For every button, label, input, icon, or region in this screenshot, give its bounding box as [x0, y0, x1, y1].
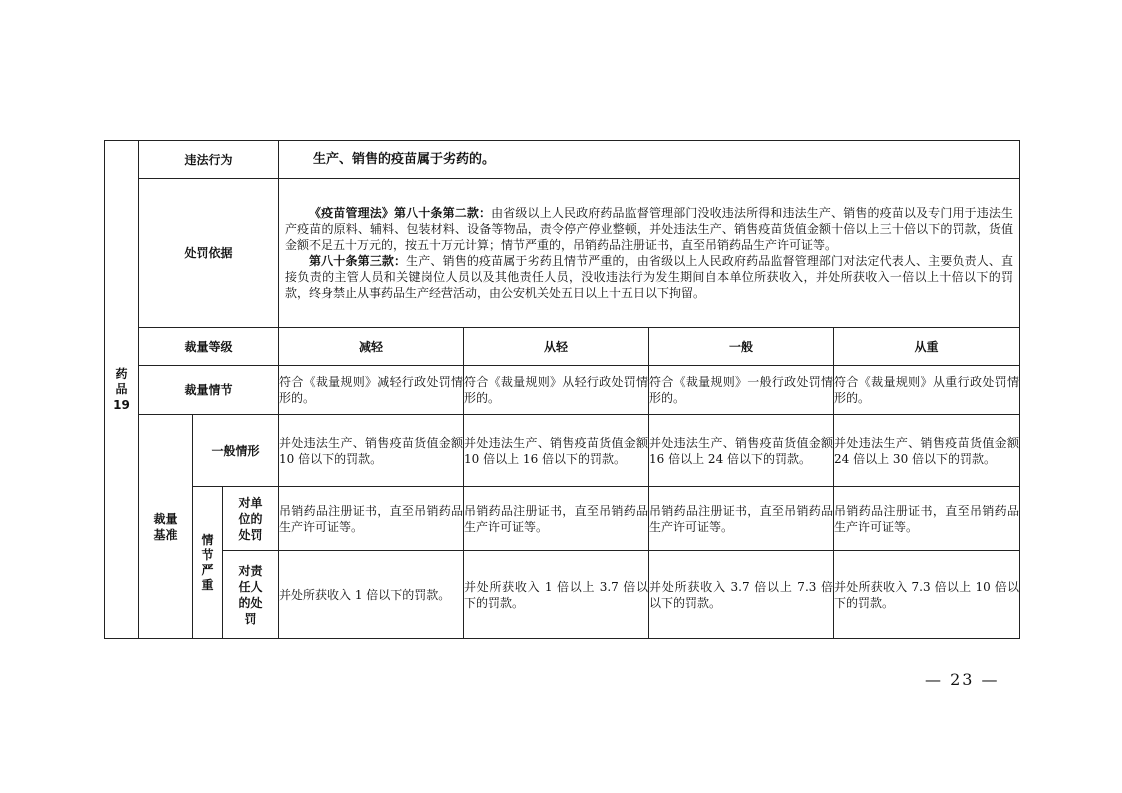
unit-mitigated: 吊销药品注册证书，直至吊销药品生产许可证等。 [279, 487, 464, 551]
basis-text [279, 179, 1020, 328]
person-lenient: 并处所获收入 1 倍以上 3.7 倍以下的罚款。 [464, 551, 649, 639]
page-number: — 23 — [925, 670, 1000, 689]
level-general: 一般 [649, 328, 834, 366]
level-severe: 从重 [834, 328, 1020, 366]
basis-p2-text: 生产、销售的疫苗属于劣药且情节严重的，由省级以上人民政府药品监督管理部门对法定代表人、主要负责人、直接负责的主管人员和关键岗位人员以及其他责任人员，没收违法行为发生期间自本单位所获收入，并处所获收入一倍以上十倍以下的罚款，终身禁止从事药品生产经营活动，由公安机关处五日以上十五日以下拘留。 [285, 254, 1014, 300]
person-general: 并处所获收入 3.7 倍以上 7.3 倍以下的罚款。 [649, 551, 834, 639]
level-mitigated: 减轻 [279, 328, 464, 366]
category-cell [105, 141, 139, 639]
circumstance-lenient: 符合《裁量规则》从轻行政处罚情形的。 [464, 366, 649, 415]
basis-p1-text: 由省级以上人民政府药品监督管理部门没收违法所得和违法生产、销售的疫苗以及专门用于违法生产疫苗的原料、辅料、包装材料、设备等物品，责令停产停业整顿，并处违法生产、销售疫苗货值金额十倍以上三十倍以下的罚款，货值金额不足五十万元的，按五十万元计算；情节严重的，吊销药品注册证书，直至吊销药品生产许可证等。 [285, 206, 1014, 252]
violation-label: 违法行为 [139, 141, 279, 179]
circumstance-general: 符合《裁量规则》一般行政处罚情形的。 [649, 366, 834, 415]
unit-severe: 吊销药品注册证书，直至吊销药品生产许可证等。 [834, 487, 1020, 551]
general-mitigated: 并处违法生产、销售疫苗货值金额 10 倍以下的罚款。 [279, 415, 464, 487]
standard-label-cell [139, 415, 193, 639]
general-general: 并处违法生产、销售疫苗货值金额 16 倍以上 24 倍以下的罚款。 [649, 415, 834, 487]
person-severe: 并处所获收入 7.3 倍以上 10 倍以下的罚款。 [834, 551, 1020, 639]
basis-label: 处罚依据 [139, 179, 279, 328]
category-name: 药品 [115, 366, 128, 396]
person-mitigated: 并处所获收入 1 倍以下的罚款。 [279, 551, 464, 639]
general-lenient: 并处违法生产、销售疫苗货值金额 10 倍以上 16 倍以下的罚款。 [464, 415, 649, 487]
person-label-cell [223, 551, 279, 639]
basis-p1-title: 《疫苗管理法》第八十条第二款： [309, 206, 492, 220]
level-lenient: 从轻 [464, 328, 649, 366]
violation-text: 生产、销售的疫苗属于劣药的。 [279, 141, 1020, 179]
serious-label: 情节严重 [201, 532, 214, 592]
general-label: 一般情形 [193, 415, 279, 487]
person-label: 对责任人的处罚 [238, 563, 263, 626]
unit-label: 对单位的处罚 [238, 495, 263, 542]
serious-label-cell [193, 487, 223, 639]
unit-lenient: 吊销药品注册证书，直至吊销药品生产许可证等。 [464, 487, 649, 551]
general-severe: 并处违法生产、销售疫苗货值金额 24 倍以上 30 倍以下的罚款。 [834, 415, 1020, 487]
unit-label-cell [223, 487, 279, 551]
levels-label: 裁量等级 [139, 328, 279, 366]
standard-label: 裁量基准 [153, 511, 178, 542]
unit-general: 吊销药品注册证书，直至吊销药品生产许可证等。 [649, 487, 834, 551]
category-number: 19 [113, 397, 130, 412]
circumstance-mitigated: 符合《裁量规则》减轻行政处罚情形的。 [279, 366, 464, 415]
circumstances-label: 裁量情节 [139, 366, 279, 415]
circumstance-severe: 符合《裁量规则》从重行政处罚情形的。 [834, 366, 1020, 415]
penalty-table [104, 140, 1020, 639]
basis-p2-title: 第八十条第三款： [309, 254, 407, 268]
